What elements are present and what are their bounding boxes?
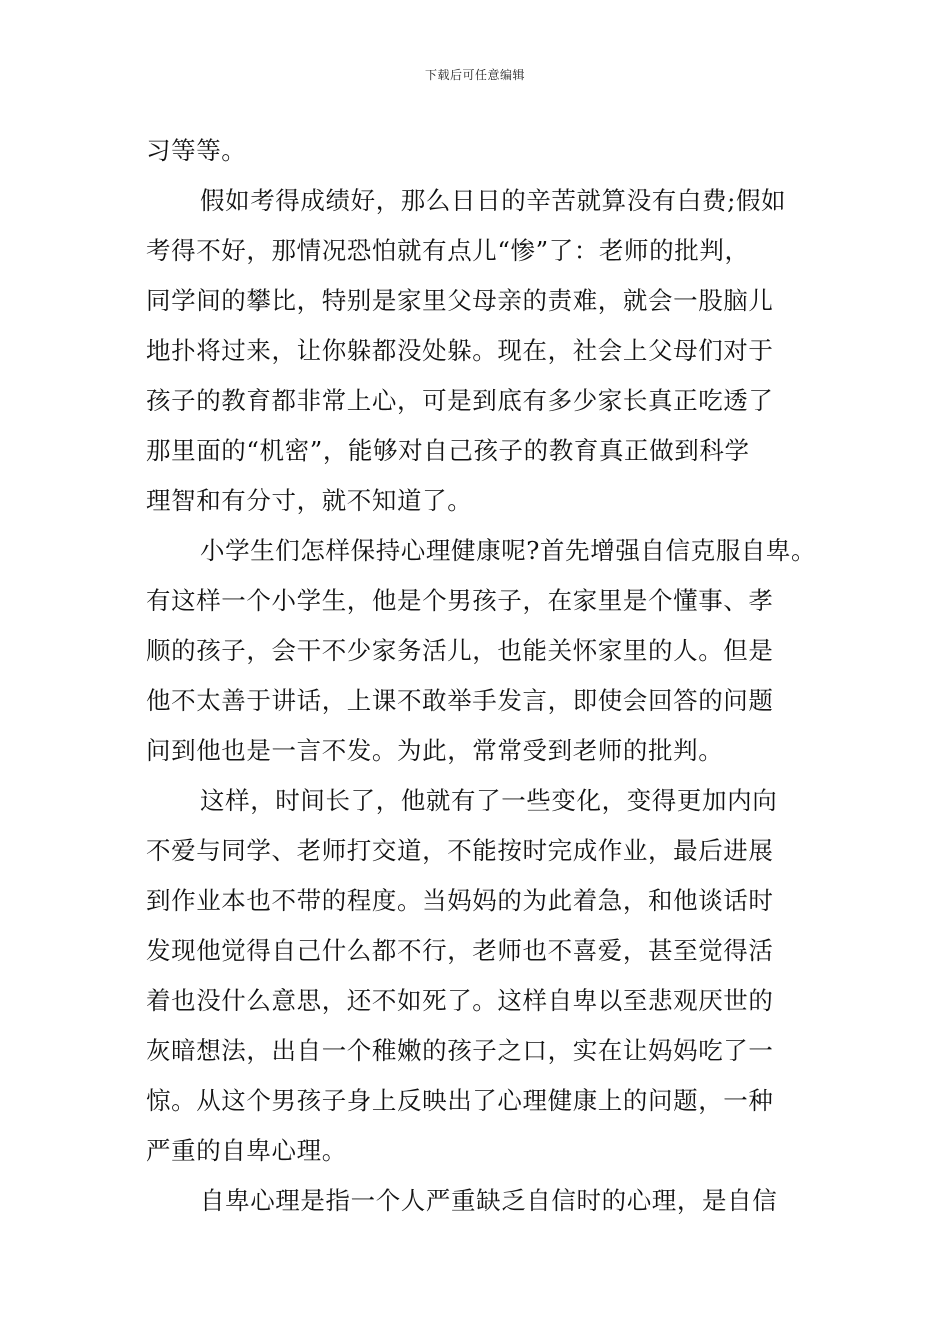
- text-line: 自卑心理是指一个人严重缺乏自信时的心理，是自信: [200, 1186, 778, 1215]
- document-body: [146, 126, 817, 1226]
- text-line: 假如考得成绩好，那么日日的辛苦就算没有白费;假如: [200, 186, 787, 215]
- text-line: 有这样一个小学生，他是个男孩子，在家里是个懂事、孝: [146, 586, 774, 615]
- text-line: 着也没什么意思，还不如死了。这样自卑以至悲观厌世的: [146, 986, 774, 1015]
- text-line: 地扑将过来，让你躲都没处躲。现在，社会上父母们对于: [146, 336, 774, 365]
- text-line: 同学间的攀比，特别是家里父母亲的责难，就会一股脑儿: [146, 286, 774, 315]
- text-line: 考得不好，那情况恐怕就有点儿“惨”了：老师的批判，: [146, 236, 750, 265]
- text-line: 顺的孩子，会干不少家务活儿，也能关怀家里的人。但是: [146, 636, 774, 665]
- text-line: 习等等。: [146, 136, 247, 165]
- text-line: 不爱与同学、老师打交道，不能按时完成作业，最后进展: [146, 836, 774, 865]
- text-line: 小学生们怎样保持心理健康呢?首先增强自信克服自卑。: [200, 536, 817, 565]
- text-line: 那里面的“机密”，能够对自己孩子的教育真正做到科学: [146, 436, 750, 465]
- text-line: 惊。从这个男孩子身上反映出了心理健康上的问题，一种: [146, 1086, 774, 1115]
- text-line: 灰暗想法，出自一个稚嫩的孩子之口，实在让妈妈吃了一: [146, 1036, 774, 1065]
- text-line: 他不太善于讲话，上课不敢举手发言，即使会回答的问题: [146, 686, 774, 715]
- text-line: 到作业本也不带的程度。当妈妈的为此着急，和他谈话时: [146, 886, 774, 915]
- page-header: 下载后可任意编辑: [424, 68, 525, 82]
- text-line: 孩子的教育都非常上心，可是到底有多少家长真正吃透了: [146, 386, 774, 415]
- text-line: 理智和有分寸，就不知道了。: [146, 486, 473, 515]
- text-line: 这样，时间长了，他就有了一些变化，变得更加内向: [200, 786, 778, 815]
- text-line: 发现他觉得自己什么都不行，老师也不喜爱，甚至觉得活: [146, 936, 774, 965]
- text-line: 严重的自卑心理。: [146, 1136, 347, 1165]
- text-line: 问到他也是一言不发。为此，常常受到老师的批判。: [146, 736, 724, 765]
